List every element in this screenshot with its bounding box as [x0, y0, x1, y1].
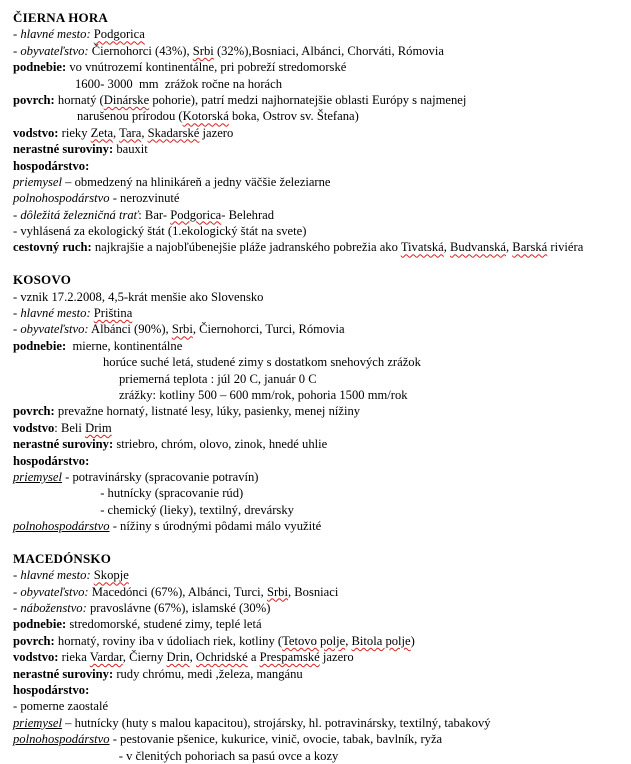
text-segment: prevažne hornatý, listnaté lesy, lúky, pasienky, menej nížiny	[54, 404, 361, 419]
text-line	[13, 698, 625, 714]
text-segment: ,	[113, 125, 120, 140]
text-segment: priemysel	[13, 715, 62, 730]
text-segment: pohorie), patrí medzi najhornatejšie oblasti Európy s najmenej	[149, 92, 467, 107]
text-line	[13, 141, 625, 157]
text-segment: - pomerne zaostalé	[13, 699, 109, 714]
text-line	[13, 649, 625, 665]
spellcheck-word: Podgorica	[93, 27, 145, 42]
text-line	[13, 190, 625, 206]
text-line	[13, 158, 625, 174]
text-segment: priemerná teplota : júl 20 C, január 0 C	[119, 371, 317, 386]
spellcheck-word: Skadarské	[147, 125, 200, 140]
text-line	[13, 174, 625, 190]
text-segment: -	[13, 27, 21, 42]
text-segment: - nerozvinuté	[109, 191, 180, 206]
field-label: nerastné suroviny:	[13, 142, 114, 157]
field-label: vodstvo:	[13, 650, 59, 665]
text-line	[13, 76, 625, 92]
text-segment: obyvateľstvo:	[20, 322, 89, 337]
text-segment: Albánci (90%),	[88, 322, 172, 337]
text-line	[13, 207, 625, 223]
text-segment: dôležitá železničná trať	[20, 207, 139, 222]
field-label: povrch:	[13, 633, 55, 648]
text-segment: ,	[506, 240, 513, 255]
text-segment: - pestovanie pšenice, kukurice, vinič, ovocie, tabak, bavlník, ryža	[109, 732, 443, 747]
field-label: povrch:	[13, 92, 55, 107]
text-segment: obyvateľstvo:	[20, 584, 89, 599]
text-segment: vo vnútrozemí kontinentálne, pri pobreží stredomorské	[66, 60, 347, 75]
text-segment: pravoslávne (67%), islamské (30%)	[86, 601, 271, 616]
text-line	[13, 239, 625, 255]
text-segment: obyvateľstvo:	[20, 43, 89, 58]
text-segment: hlavné mesto:	[20, 306, 91, 321]
text-segment: hlavné mesto:	[20, 568, 91, 583]
text-line	[13, 43, 625, 59]
text-line	[13, 731, 625, 747]
field-label: hospodárstvo:	[13, 683, 90, 698]
text-line	[13, 26, 625, 42]
spellcheck-word: Srbi	[171, 322, 193, 337]
text-segment: riviéra	[547, 240, 584, 255]
field-label: cestovný ruch:	[13, 240, 92, 255]
document-page	[13, 10, 625, 764]
text-line	[13, 387, 625, 403]
text-line	[13, 518, 625, 534]
spellcheck-word: Ochridské	[195, 650, 248, 665]
field-label: hospodárstvo:	[13, 453, 90, 468]
field-label: podnebie:	[13, 60, 67, 75]
text-line	[13, 600, 625, 616]
text-segment: náboženstvo:	[20, 601, 87, 616]
text-line	[13, 59, 625, 75]
text-segment: - hutnícky (spracovanie rúd)	[75, 486, 244, 501]
spellcheck-word: Priština	[93, 306, 133, 321]
text-segment: rieky	[58, 125, 91, 140]
text-segment: - Belehrad	[221, 207, 275, 222]
field-label: podnebie:	[13, 338, 67, 353]
text-segment: ,	[189, 650, 196, 665]
text-segment: striebro, chróm, olovo, zinok, hnedé uhlie	[113, 437, 328, 452]
text-segment: polnohospodárstvo	[13, 732, 110, 747]
spellcheck-word: Srbi	[192, 43, 214, 58]
spellcheck-word: Skopje	[93, 568, 129, 583]
text-line	[13, 469, 625, 485]
text-segment: -	[13, 322, 21, 337]
text-segment: horúce suché letá, studené zimy s dostatkom snehových zrážok	[103, 355, 421, 370]
field-label: nerastné suroviny:	[13, 666, 114, 681]
text-segment: priemysel	[13, 469, 62, 484]
text-line	[13, 125, 625, 141]
spellcheck-word: Srbi	[266, 584, 288, 599]
text-segment: , Čierny	[122, 650, 167, 665]
spellcheck-word: Prespamské	[259, 650, 320, 665]
text-segment: ,	[141, 125, 148, 140]
spellcheck-word: Tara	[119, 125, 142, 140]
text-segment: rudy chrómu, medi ,železa, mangánu	[113, 666, 303, 681]
text-line	[13, 305, 625, 321]
text-segment: -	[13, 43, 21, 58]
field-label: nerastné suroviny:	[13, 437, 114, 452]
text-line	[13, 748, 625, 764]
text-segment: rieka	[58, 650, 90, 665]
field-label: vodstvo:	[13, 125, 59, 140]
text-segment: hornatý (	[54, 92, 104, 107]
text-segment: ,	[443, 240, 451, 255]
text-segment: najkrajšie a najobľúbenejšie pláže jadranského pobrežia ako	[91, 240, 401, 255]
text-line	[13, 502, 625, 518]
text-segment: Macedónci (67%), Albánci, Turci,	[88, 584, 267, 599]
text-segment: (32%),Bosniaci, Albánci, Chorváti, Rómovia	[213, 43, 444, 58]
text-segment: -	[13, 207, 21, 222]
text-segment: -	[13, 306, 21, 321]
text-segment: bauxit	[113, 142, 148, 157]
text-segment: boka, Ostrov sv. Štefana)	[228, 109, 359, 124]
section-title: MACEDÓNSKO	[13, 550, 112, 566]
text-segment: jazero	[199, 125, 234, 140]
text-segment: zrážky: kotliny 500 – 600 mm/rok, pohoria 1500 mm/rok	[119, 387, 408, 402]
text-line	[13, 420, 625, 436]
text-segment: hlavné mesto:	[20, 27, 91, 42]
text-segment: jazero	[319, 650, 354, 665]
text-segment: – hutnícky (huty s malou kapacitou), strojársky, hl. potravinársky, textilný, tabakový	[61, 715, 491, 730]
text-segment: a	[247, 650, 260, 665]
text-line	[13, 485, 625, 501]
field-label: povrch:	[13, 404, 55, 419]
text-segment: -	[13, 584, 21, 599]
text-line	[13, 92, 625, 108]
text-line	[13, 289, 625, 305]
spellcheck-word: Barská	[512, 240, 548, 255]
text-segment: - v členitých pohoriach sa pasú ovce a kozy	[103, 748, 339, 763]
spellcheck-word: Tivatská	[400, 240, 444, 255]
text-line	[13, 715, 625, 731]
text-segment: - vyhlásená za ekologický štát (1.ekologický štát na svete)	[13, 224, 307, 239]
spellcheck-word: Bitola polje	[351, 633, 411, 648]
text-line	[13, 403, 625, 419]
text-line	[13, 633, 625, 649]
text-line	[13, 567, 625, 583]
text-line	[13, 616, 625, 632]
section-title: ČIERNA HORA	[13, 10, 109, 25]
text-segment: narušenou prírodou (	[77, 109, 183, 124]
text-segment: - potravinársky (spracovanie potravín)	[61, 469, 259, 484]
text-segment: -	[13, 568, 21, 583]
spellcheck-word: Drim	[85, 420, 112, 435]
field-label: vodstvo	[13, 420, 55, 435]
text-line	[13, 453, 625, 469]
text-segment: )	[410, 633, 415, 648]
spellcheck-word: Vardar	[89, 650, 123, 665]
section-spacer	[13, 256, 625, 272]
text-segment: - nížiny s úrodnými pôdami málo využité	[109, 519, 322, 534]
text-segment: hornatý, roviny iba v údoliach riek, kotliny (	[54, 633, 283, 648]
text-segment: mierne, kontinentálne	[66, 338, 183, 353]
text-line	[13, 223, 625, 239]
spellcheck-word: Tetovo polje	[282, 633, 346, 648]
spellcheck-word: Drin	[166, 650, 190, 665]
text-line	[13, 338, 625, 354]
text-segment: polnohospodárstvo	[13, 191, 110, 206]
text-segment: , Čiernohorci, Turci, Rómovia	[192, 322, 345, 337]
field-label: podnebie:	[13, 617, 67, 632]
text-segment: : Beli	[54, 420, 86, 435]
text-segment: stredomorské, studené zimy, teplé letá	[66, 617, 262, 632]
text-segment: , Bosniaci	[287, 584, 339, 599]
spellcheck-word: Kotorská	[182, 109, 229, 124]
spellcheck-word: Dinárske	[103, 92, 150, 107]
text-segment: - vznik 17.2.2008, 4,5-krát menšie ako Slovensko	[13, 289, 264, 304]
text-segment: ,	[345, 633, 352, 648]
text-segment: priemysel	[13, 174, 62, 189]
field-label: hospodárstvo:	[13, 158, 90, 173]
text-line	[13, 436, 625, 452]
text-segment: -	[13, 601, 21, 616]
text-line	[13, 584, 625, 600]
text-line	[13, 371, 625, 387]
section-title: KOSOVO	[13, 272, 72, 288]
spellcheck-word: Zeta	[90, 125, 114, 140]
spellcheck-word: Podgorica	[170, 207, 222, 222]
text-segment: – obmedzený na hlinikáreň a jedny väčšie železiarne	[61, 174, 331, 189]
text-segment: 1600- 3000 mm zrážok ročne na horách	[75, 76, 283, 91]
text-segment: polnohospodárstvo	[13, 519, 110, 534]
text-line	[13, 108, 625, 124]
text-line	[13, 321, 625, 337]
text-line	[13, 354, 625, 370]
text-line	[13, 666, 625, 682]
text-segment: Čiernohorci (43%),	[88, 43, 193, 58]
text-segment: - chemický (lieky), textilný, drevársky	[75, 502, 294, 517]
text-segment: : Bar-	[138, 207, 171, 222]
spellcheck-word: Budvanská	[450, 240, 506, 255]
text-line	[13, 682, 625, 698]
section-spacer	[13, 535, 625, 551]
